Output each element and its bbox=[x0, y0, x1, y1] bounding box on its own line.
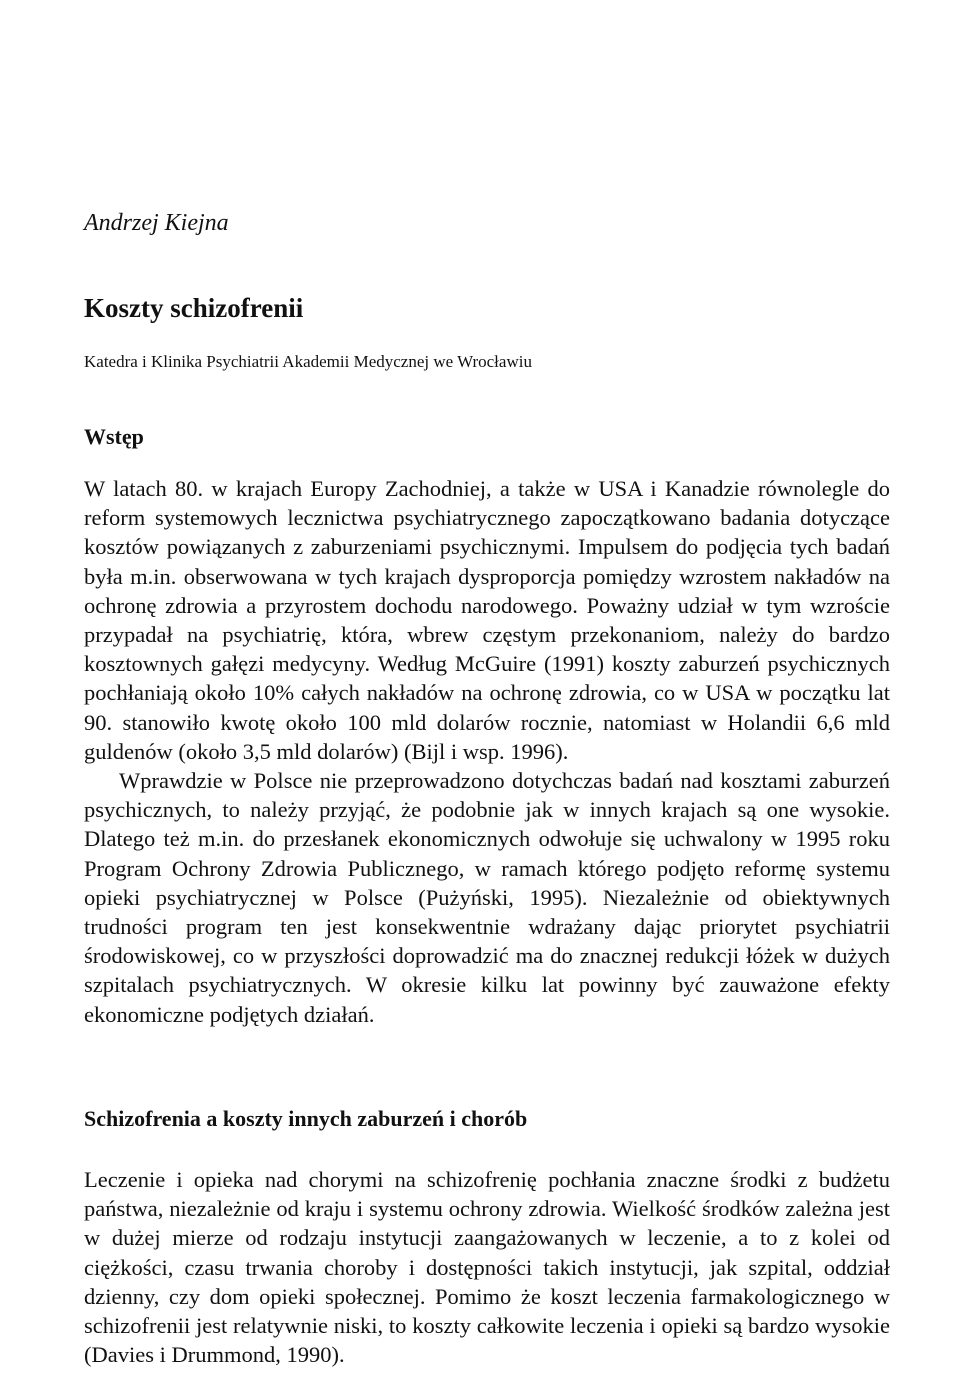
section-body-intro bbox=[84, 474, 890, 1029]
paragraph: W latach 80. w krajach Europy Zachodniej, a także w USA i Kanadzie równolegle do reform systemowych lecznictwa psychiatrycznego zapoczątkowano badania dotyczące kosztów powiązanych z zaburzeniami psychicznymi. Impulsem do podjęcia tych badań była m.in. obserwowana w tych krajach dysproporcja pomiędzy wzrostem nakładów na ochronę zdrowia a przyrostem dochodu narodowego. Poważny udział w tym wzroście przypadał na psychiatrię, która, wbrew częstym przekonaniom, należy do bardzo kosztownych gałęzi medycyny. Według McGuire (1991) koszty zaburzeń psychicznych pochłaniają około 10% całych nakładów na ochronę zdrowia, co w USA w początku lat 90. stanowiło kwotę około 100 mld dolarów rocznie, natomiast w Holandii 6,6 mld guldenów (około 3,5 mld dolarów) (Bijl i wsp. 1996). bbox=[84, 476, 890, 764]
section-body-costs bbox=[84, 1165, 890, 1369]
author-name: Andrzej Kiejna bbox=[84, 210, 229, 236]
article-title: Koszty schizofrenii bbox=[84, 293, 304, 323]
paragraph: Wprawdzie w Polsce nie przeprowadzono dotychczas badań nad kosztami zaburzeń psychicznych, to należy przyjąć, że podobnie jak w innych krajach są one wysokie. Dlatego też m.in. do przesłanek ekonomicznych odwołuje się uchwalony w 1995 roku Program Ochrony Zdrowia Publicznego, w ramach którego podjęto reformę systemu opieki psychiatrycznej w Polsce (Pużyński, 1995). Niezależnie od obiektywnych trudności program ten jest konsekwentnie wdrażany dając priorytet psychiatrii środowiskowej, co w przyszłości doprowadzić ma do znacznej redukcji łóżek w dużych szpitalach psychiatrycznych. W okresie kilku lat powinny być zauważone efekty ekonomiczne podjętych działań. bbox=[84, 768, 890, 1027]
paragraph: Leczenie i opieka nad chorymi na schizofrenię pochłania znaczne środki z budżetu państwa, niezależnie od kraju i systemu ochrony zdrowia. Wielkość środków zależna jest w dużej mierze od rodzaju instytucji zaangażowanych w leczenie, a to z kolei od ciężkości, czasu trwania choroby i dostępności takich instytucji, jak szpital, oddział dzienny, czy dom opieki społecznej. Pomimo że koszt leczenia farmakologicznego w schizofrenii jest relatywnie niski, to koszty całkowite leczenia i opieki są bardzo wysokie (Davies i Drummond, 1990). bbox=[84, 1167, 890, 1368]
author-affiliation: Katedra i Klinika Psychiatrii Akademii Medycznej we Wrocławiu bbox=[84, 352, 532, 371]
section-heading-costs: Schizofrenia a koszty innych zaburzeń i chorób bbox=[84, 1106, 528, 1131]
section-heading-intro: Wstęp bbox=[84, 424, 144, 449]
